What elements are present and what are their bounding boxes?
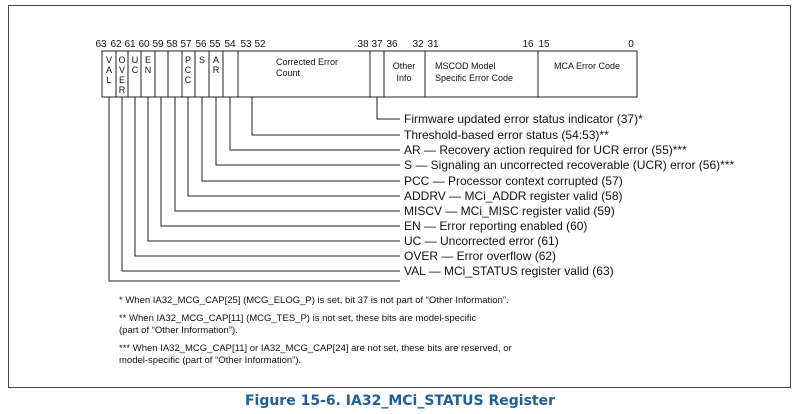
svg-text:N: N [144,65,152,75]
field-s: S [198,55,206,65]
bit-numbers [95,39,634,50]
bit-label: 55 [209,39,221,50]
svg-text:C: C [131,65,139,75]
bit-label: 56 [195,39,207,50]
svg-text:A: A [105,65,113,75]
bit-label: 31 [427,39,439,50]
bit-label: 0 [628,39,634,50]
svg-text:E: E [118,75,126,85]
svg-text:Count: Count [276,68,301,78]
svg-text:Info: Info [396,73,412,83]
svg-text:MSCOD Model: MSCOD Model [435,61,496,71]
svg-text:C: C [184,65,192,75]
bit-label: 36 [386,39,398,50]
svg-text:P: P [184,55,192,65]
footnote-3: *** When IA32_MCG_CAP[11] or IA32_MCG_CAP[24] are not set, these bits are reserved, or model-specific (part of “Other Information”). [119,343,512,366]
register-box [102,51,637,97]
desc-firmware-updated: Firmware updated error status indicator (37)* [404,112,643,126]
field-pcc [185,55,192,85]
footnote-1: * When IA32_MCG_CAP[25] (MCG_ELOG_P) is set, bit 37 is not part of “Other Information”. [119,295,509,306]
svg-text:Specific Error Code: Specific Error Code [435,73,514,83]
bit-label: 32 [412,39,424,50]
svg-text:Other: Other [392,61,416,71]
svg-text:R: R [118,85,126,95]
bit-label: 59 [152,39,164,50]
bit-label: 57 [180,39,192,50]
desc-ar: AR — Recovery action required for UCR error (55)*** [404,143,687,157]
bit-label: 61 [124,39,136,50]
bit-descriptions [404,112,734,278]
svg-text:O: O [118,55,126,65]
svg-text:C: C [184,75,192,85]
desc-miscv: MISCV — MCi_MISC register valid (59) [404,204,615,218]
figure-frame [8,5,791,388]
desc-threshold-status: Threshold-based error status (54:53)** [404,128,609,142]
svg-text:E: E [144,55,152,65]
svg-text:Corrected Error: Corrected Error [276,57,339,67]
field-over [118,55,125,95]
desc-s: S — Signaling an uncorrected recoverable (UCR) error (56)*** [404,158,735,172]
field-val [106,55,112,85]
desc-addrv: ADDRV — MCi_ADDR register valid (58) [404,189,623,203]
field-mca-error-code: MCA Error Code [553,61,621,71]
bit-label: 37 [371,39,383,50]
bit-label: 54 [224,39,236,50]
bit-label: 53 [240,39,252,50]
svg-text:L: L [106,75,112,85]
svg-text:V: V [105,55,113,65]
bit-label: 60 [138,39,150,50]
field-en [145,55,152,75]
svg-text:U: U [131,55,139,65]
field-uc [132,55,139,75]
bit-label: 58 [166,39,178,50]
bit-label: 16 [522,39,534,50]
figure-caption: Figure 15-6. IA32_MCi_STATUS Register [244,393,556,409]
svg-text:A: A [212,55,220,65]
bit-label: 52 [254,39,266,50]
footnote-2: ** When IA32_MCG_CAP[11] (MCG_TES_P) is not set, these bits are model-specific (part of “Other Information”). [119,313,477,336]
svg-text:V: V [118,65,126,75]
bit-label: 62 [110,39,122,50]
field-ar [213,55,220,75]
bit-label: 38 [357,39,369,50]
bit-label: 63 [95,39,107,50]
svg-text:R: R [212,65,220,75]
desc-val: VAL — MCi_STATUS register valid (63) [404,264,614,278]
bit-label: 15 [538,39,550,50]
desc-pcc: PCC — Processor context corrupted (57) [404,174,623,188]
desc-over: OVER — Error overflow (62) [404,249,557,263]
desc-en: EN — Error reporting enabled (60) [404,219,588,233]
leader-lines [109,97,400,281]
desc-uc: UC — Uncorrected error (61) [404,234,559,248]
